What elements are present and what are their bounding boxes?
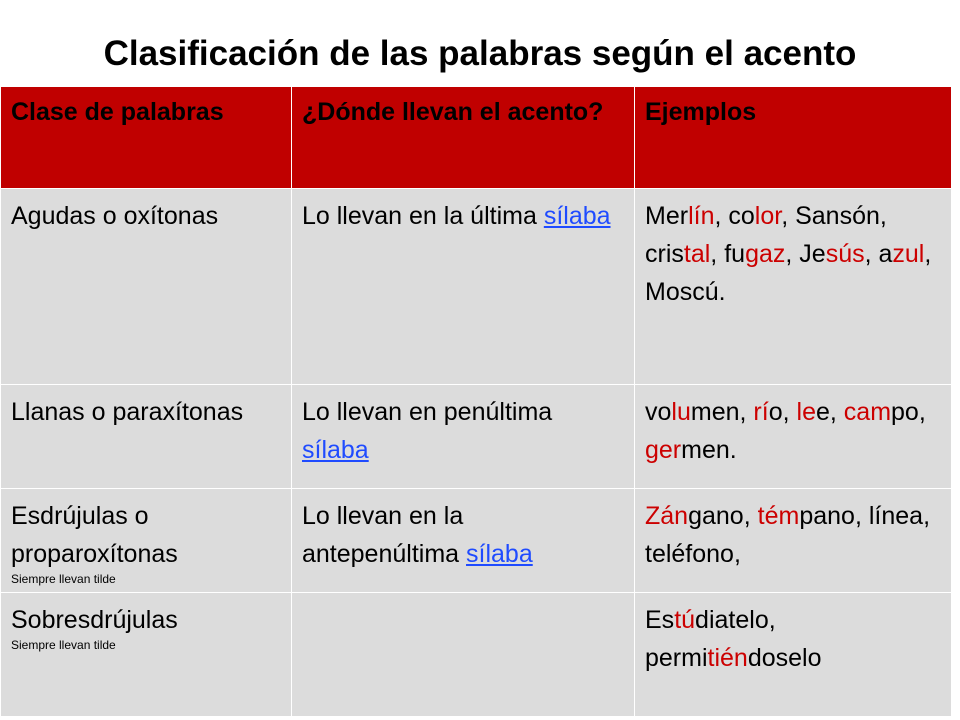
table-header-row (1, 87, 952, 189)
stressed-syllable: Zán (645, 502, 689, 530)
donde-cell (292, 189, 635, 385)
syllable: vo (645, 398, 672, 426)
syllable: Sansón (795, 202, 880, 230)
table-row (1, 385, 952, 489)
separator: , (739, 398, 754, 426)
example-word (645, 606, 769, 634)
donde-cell (292, 489, 635, 593)
example-word (797, 398, 830, 426)
stressed-syllable: tú (674, 606, 696, 634)
syllable: doselo (747, 644, 822, 672)
syllable: Je (799, 240, 826, 268)
syllable: línea (868, 502, 924, 530)
stressed-syllable: lín (688, 202, 715, 230)
syllable: Es (645, 606, 675, 634)
example-word (645, 278, 726, 306)
syllable: e (815, 398, 830, 426)
donde-text: Lo llevan en penúltima (302, 398, 553, 426)
example-word (645, 202, 714, 230)
syllable: permi (645, 644, 708, 672)
stressed-syllable: sús (825, 240, 865, 268)
syllable: a (878, 240, 893, 268)
header-ejemplos: Ejemplos (635, 87, 952, 189)
separator: , (918, 398, 926, 426)
clase-cell (1, 593, 292, 717)
table-row (1, 489, 952, 593)
example-word (645, 240, 710, 268)
silaba-link[interactable]: sílaba (302, 436, 369, 464)
example-word (645, 540, 734, 568)
syllable: po (891, 398, 919, 426)
separator: , (768, 606, 776, 634)
clase-cell (1, 489, 292, 593)
header-donde: ¿Dónde llevan el acento? (292, 87, 635, 189)
header-clase: Clase de palabras (1, 87, 292, 189)
separator: , (923, 502, 931, 530)
ejemplos-cell (635, 189, 952, 385)
example-word (879, 240, 925, 268)
stressed-syllable: rí (753, 398, 769, 426)
stressed-syllable: tién (707, 644, 748, 672)
example-word (799, 240, 864, 268)
separator: , (733, 540, 741, 568)
stressed-syllable: ger (645, 436, 682, 464)
syllable: Mer (645, 202, 689, 230)
silaba-link[interactable]: sílaba (543, 202, 611, 230)
syllable: cris (645, 240, 684, 268)
clase-label: Agudas o oxítonas (11, 202, 219, 230)
clase-label: Llanas o paraxítonas (11, 398, 244, 426)
example-word (645, 436, 737, 464)
example-word (795, 202, 880, 230)
syllable: men. (681, 436, 737, 464)
syllable: Moscú. (645, 278, 726, 306)
clase-label: Esdrújulas o proparoxítonas (11, 502, 178, 568)
silaba-link[interactable]: sílaba (466, 540, 533, 568)
separator: , (864, 240, 879, 268)
donde-cell (292, 385, 635, 489)
stressed-syllable: lu (671, 398, 691, 426)
donde-text: Lo llevan en la última (302, 202, 544, 230)
clase-cell (1, 385, 292, 489)
donde-cell (292, 593, 635, 717)
separator: , (782, 398, 797, 426)
syllable: co (728, 202, 755, 230)
separator: , (785, 240, 800, 268)
clase-cell (1, 189, 292, 385)
syllable: fu (724, 240, 746, 268)
stressed-syllable: tém (757, 502, 800, 530)
separator: , (781, 202, 796, 230)
stressed-syllable: zul (892, 240, 925, 268)
example-word (645, 398, 740, 426)
page-title: Clasificación de las palabras según el acento (103, 34, 857, 73)
ejemplos-cell (635, 489, 952, 593)
separator: , (879, 202, 887, 230)
accent-table (0, 86, 952, 717)
ejemplos-cell (635, 593, 952, 717)
example-word (844, 398, 919, 426)
example-word (758, 502, 855, 530)
syllable: teléfono (645, 540, 734, 568)
separator: , (924, 240, 932, 268)
separator: , (829, 398, 844, 426)
stressed-syllable: tal (683, 240, 711, 268)
stressed-syllable: cam (843, 398, 892, 426)
tilde-note: Siempre llevan tilde (11, 638, 116, 652)
clase-label: Sobresdrújulas (11, 606, 178, 634)
stressed-syllable: lor (754, 202, 782, 230)
example-word (645, 502, 744, 530)
table-row (1, 593, 952, 717)
syllable: gano (688, 502, 744, 530)
table-row (1, 189, 952, 385)
ejemplos-cell (635, 385, 952, 489)
example-word (753, 398, 782, 426)
separator: , (743, 502, 758, 530)
donde-text: Lo llevan en la antepenúltima (302, 502, 467, 568)
separator: , (710, 240, 725, 268)
example-word (645, 644, 822, 672)
syllable: o (768, 398, 783, 426)
separator: , (854, 502, 869, 530)
stressed-syllable: le (796, 398, 816, 426)
stressed-syllable: gaz (745, 240, 786, 268)
example-word (728, 202, 781, 230)
syllable: pano (799, 502, 855, 530)
syllable: diatelo (695, 606, 769, 634)
syllable: men (690, 398, 740, 426)
example-word (869, 502, 923, 530)
tilde-note: Siempre llevan tilde (11, 572, 116, 586)
separator: , (714, 202, 729, 230)
example-word (724, 240, 785, 268)
